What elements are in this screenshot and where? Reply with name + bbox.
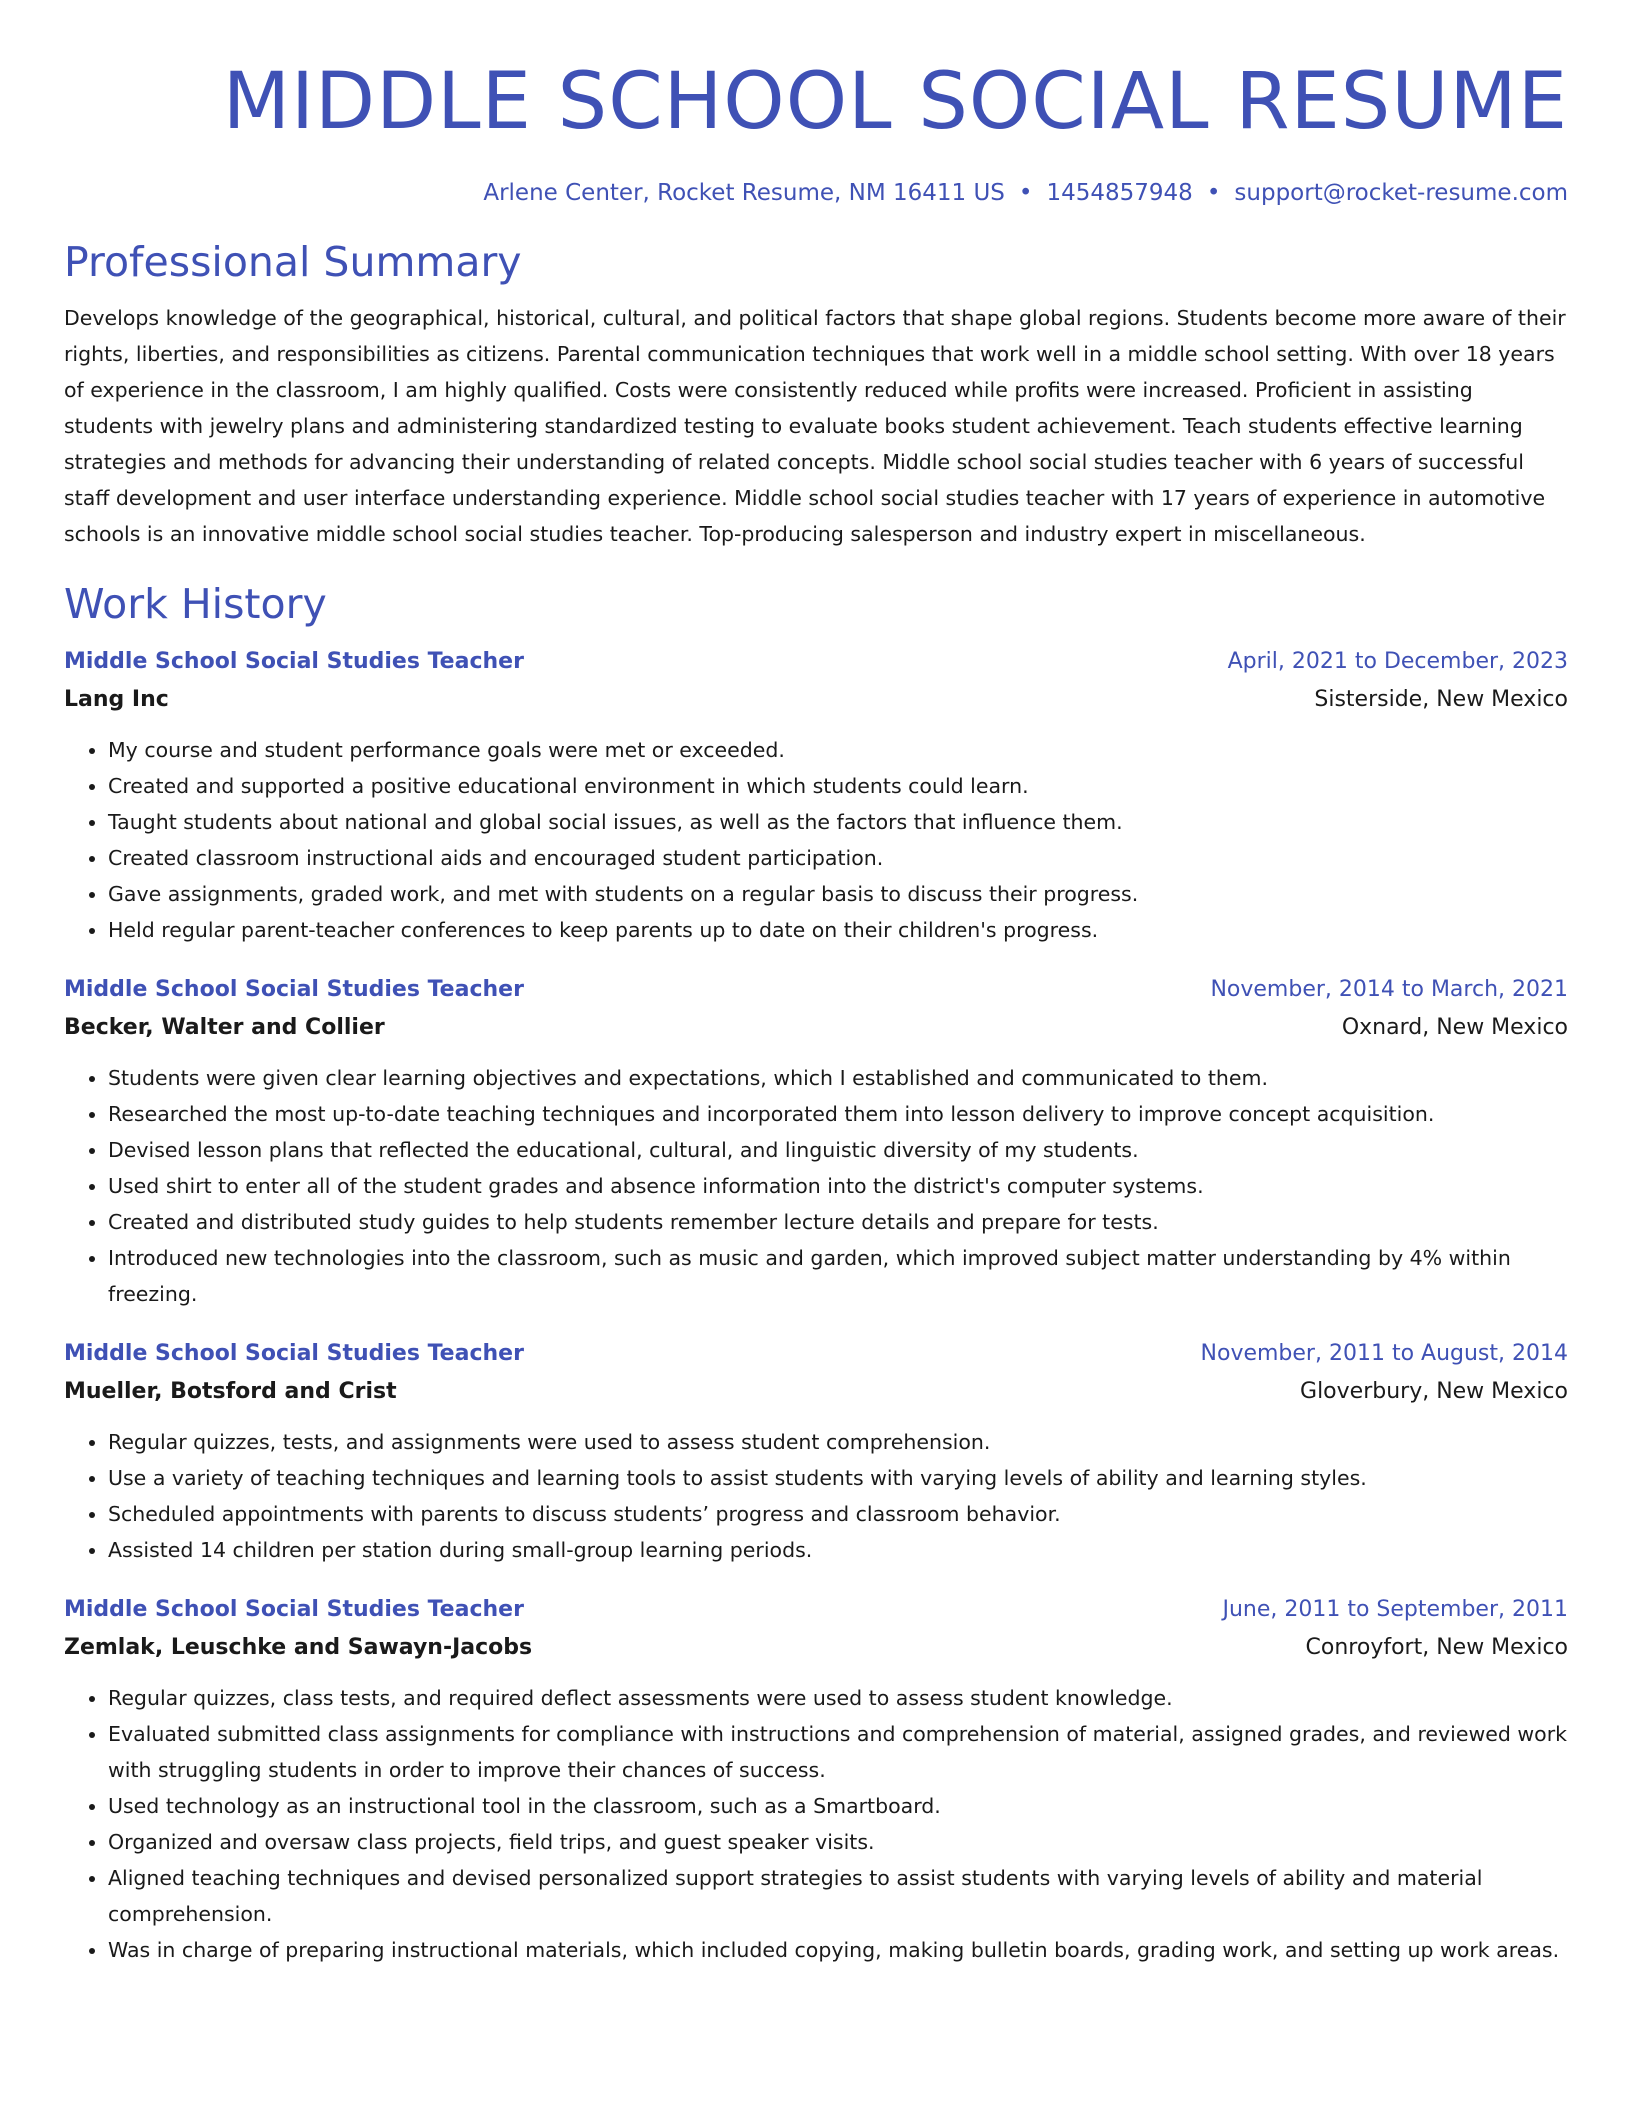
job-location: Oxnard, New Mexico xyxy=(1341,1015,1568,1040)
contact-line xyxy=(64,178,1568,208)
job-title: Middle School Social Studies Teacher xyxy=(64,1597,524,1622)
job-entry xyxy=(64,1592,1568,1968)
work-history-list xyxy=(64,644,1568,1968)
job-bullet: • Organized and oversaw class projects, field trips, and guest speaker visits. xyxy=(108,1824,1568,1860)
job-entry xyxy=(64,972,1568,1312)
job-bullets xyxy=(64,1680,1568,1968)
job-bullet: • Used technology as an instructional tool in the classroom, such as a Smartboard. xyxy=(108,1788,1568,1824)
job-bullet: • My course and student performance goals were met or exceeded. xyxy=(108,732,1568,768)
job-company: Becker, Walter and Collier xyxy=(64,1015,385,1040)
job-bullet: • Taught students about national and global social issues, as well as the factors that influence them. xyxy=(108,804,1568,840)
job-bullet: • Scheduled appointments with parents to discuss students’ progress and classroom behavior. xyxy=(108,1496,1568,1532)
job-location: Conroyfort, New Mexico xyxy=(1305,1635,1568,1660)
job-bullets xyxy=(64,1424,1568,1568)
job-bullet: • Students were given clear learning objectives and expectations, which I established and communicated to them. xyxy=(108,1060,1568,1096)
job-location: Gloverbury, New Mexico xyxy=(1300,1379,1568,1404)
summary-heading: Professional Summary xyxy=(64,238,522,286)
job-bullet: • Created classroom instructional aids and encouraged student participation. xyxy=(108,840,1568,876)
job-bullet: • Devised lesson plans that reflected the educational, cultural, and linguistic diversity of my students. xyxy=(108,1132,1568,1168)
job-bullet: • Use a variety of teaching techniques and learning tools to assist students with varying levels of ability and learning styles. xyxy=(108,1460,1568,1496)
job-location: Sisterside, New Mexico xyxy=(1314,687,1568,712)
job-bullet: • Assisted 14 children per station during small-group learning periods. xyxy=(108,1532,1568,1568)
job-dates: June, 2011 to September, 2011 xyxy=(1222,1597,1568,1622)
contact-address: Arlene Center, Rocket Resume, NM 16411 US xyxy=(483,180,1005,206)
job-bullet: • Created and distributed study guides to help students remember lecture details and prepare for tests. xyxy=(108,1204,1568,1240)
job-title: Middle School Social Studies Teacher xyxy=(64,977,524,1002)
job-dates: November, 2014 to March, 2021 xyxy=(1210,977,1568,1002)
job-company-row xyxy=(64,1008,1568,1048)
job-bullet: • Introduced new technologies into the classroom, such as music and garden, which improved subject matter understanding by 4% within freezing. xyxy=(108,1240,1568,1312)
resume-name: MIDDLE SCHOOL SOCIAL RESUME xyxy=(222,57,1568,147)
job-bullet: • Held regular parent-teacher conferences to keep parents up to date on their children's progress. xyxy=(108,912,1568,948)
job-header-row xyxy=(64,1336,1568,1372)
job-title: Middle School Social Studies Teacher xyxy=(64,649,524,674)
job-bullet: • Gave assignments, graded work, and met with students on a regular basis to discuss their progress. xyxy=(108,876,1568,912)
job-company: Lang Inc xyxy=(64,687,169,712)
job-header-row xyxy=(64,644,1568,680)
job-bullet: • Aligned teaching techniques and devised personalized support strategies to assist students with varying levels of ability and material comprehension. xyxy=(108,1860,1568,1932)
contact-separator: • xyxy=(1018,180,1033,206)
job-company-row xyxy=(64,680,1568,720)
job-company: Zemlak, Leuschke and Sawayn-Jacobs xyxy=(64,1635,533,1660)
job-bullet: • Evaluated submitted class assignments for compliance with instructions and comprehension of material, assigned grades, and reviewed work with struggling students in order to improve their chances of success. xyxy=(108,1716,1568,1788)
job-bullet: • Researched the most up-to-date teaching techniques and incorporated them into lesson delivery to improve concept acquisition. xyxy=(108,1096,1568,1132)
job-company-row xyxy=(64,1628,1568,1668)
resume-page xyxy=(64,0,1568,1968)
job-bullet: • Used shirt to enter all of the student grades and absence information into the district's computer systems. xyxy=(108,1168,1568,1204)
job-entry xyxy=(64,1336,1568,1568)
work-history-heading: Work History xyxy=(64,580,327,628)
job-bullet: • Regular quizzes, tests, and assignments were used to assess student comprehension. xyxy=(108,1424,1568,1460)
job-entry xyxy=(64,644,1568,948)
job-title: Middle School Social Studies Teacher xyxy=(64,1341,524,1366)
job-dates: November, 2011 to August, 2014 xyxy=(1200,1341,1568,1366)
job-bullets xyxy=(64,732,1568,948)
job-company-row xyxy=(64,1372,1568,1412)
summary-text: Develops knowledge of the geographical, historical, cultural, and political factors that shape global regions. Students become more aware of their rights, liberties, and responsibilities as citizens. Parental communication techniques that work well in a middle school setting. With over 18 years of experience in the classroom, I am highly qualified. Costs were consistently reduced while profits were increased. Proficient in assisting students with jewelry plans and administering standardized testing to evaluate books student achievement. Teach students effective learning strategies and methods for advancing their understanding of related concepts. Middle school social studies teacher with 6 years of successful staff development and user interface understanding experience. Middle school social studies teacher with 17 years of experience in automotive schools is an innovative middle school social studies teacher. Top-producing salesperson and industry expert in miscellaneous. xyxy=(64,306,1566,546)
contact-email: support@rocket-resume.com xyxy=(1234,180,1568,206)
job-bullet: • Was in charge of preparing instructional materials, which included copying, making bulletin boards, grading work, and setting up work areas. xyxy=(108,1932,1568,1968)
job-company: Mueller, Botsford and Crist xyxy=(64,1379,397,1404)
contact-phone: 1454857948 xyxy=(1046,180,1193,206)
job-header-row xyxy=(64,1592,1568,1628)
contact-separator: • xyxy=(1206,180,1221,206)
job-dates: April, 2021 to December, 2023 xyxy=(1227,649,1568,674)
job-bullet: • Regular quizzes, class tests, and required deflect assessments were used to assess student knowledge. xyxy=(108,1680,1568,1716)
job-bullet: • Created and supported a positive educational environment in which students could learn. xyxy=(108,768,1568,804)
job-bullets xyxy=(64,1060,1568,1312)
job-header-row xyxy=(64,972,1568,1008)
